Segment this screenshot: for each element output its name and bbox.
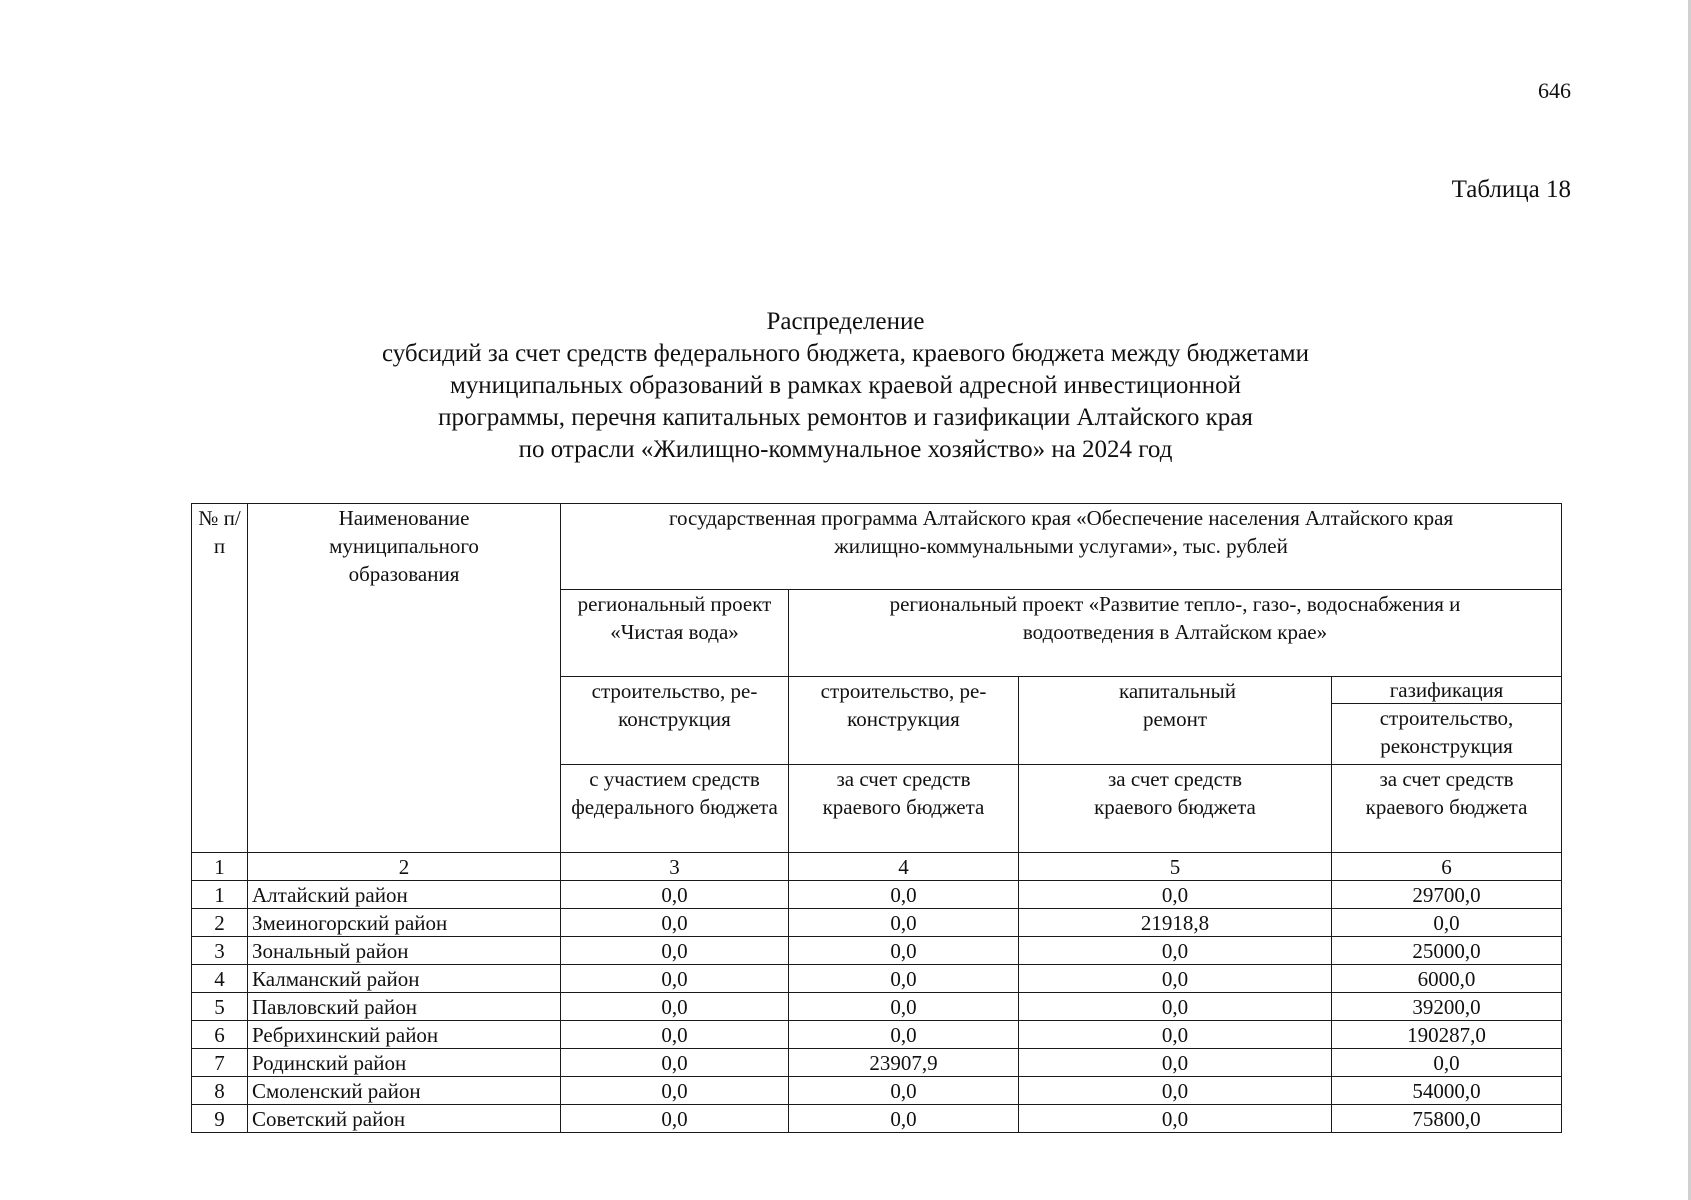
value-col6: 190287,0: [1332, 1021, 1562, 1049]
header-col6-type: строительство, реконструкция: [1379, 706, 1514, 758]
header-col6-source: за счет средств краевого бюджета: [1332, 765, 1562, 853]
value-col6: 25000,0: [1332, 937, 1562, 965]
column-number: 2: [248, 853, 561, 881]
header-project-clean-water: региональный проект «Чистая вода»: [561, 590, 789, 677]
value-col6: 29700,0: [1332, 881, 1562, 909]
row-number: 6: [192, 1021, 248, 1049]
value-col3: 0,0: [561, 965, 789, 993]
table-row: [192, 965, 1562, 993]
row-number: 9: [192, 1105, 248, 1133]
value-col5: 0,0: [1019, 993, 1332, 1021]
table-row: [192, 1105, 1562, 1133]
value-col3: 0,0: [561, 993, 789, 1021]
municipality-name: Ребрихинский район: [248, 1021, 561, 1049]
table-row: [192, 1077, 1562, 1105]
table-row: [192, 937, 1562, 965]
value-col4: 0,0: [789, 965, 1019, 993]
title-line: программы, перечня капитальных ремонтов и газификации Алтайского края: [438, 404, 1253, 431]
table-row: [192, 993, 1562, 1021]
municipality-name: Змеиногорский район: [248, 909, 561, 937]
title-line: муниципальных образований в рамках краевой адресной инвестиционной: [449, 372, 1242, 399]
title-line: Распределение: [766, 308, 925, 335]
table-row: [192, 1049, 1562, 1077]
row-number: 8: [192, 1077, 248, 1105]
column-number: 3: [561, 853, 789, 881]
value-col4: 0,0: [789, 881, 1019, 909]
municipality-name: Родинский район: [248, 1049, 561, 1077]
row-number: 5: [192, 993, 248, 1021]
value-col3: 0,0: [561, 1105, 789, 1133]
header-col3-source: с участием средств федерального бюджета: [561, 765, 789, 853]
page-number: 646: [1538, 78, 1571, 103]
table-row: [192, 1021, 1562, 1049]
value-col6: 6000,0: [1332, 965, 1562, 993]
value-col3: 0,0: [561, 1021, 789, 1049]
value-col6: 75800,0: [1332, 1105, 1562, 1133]
value-col3: 0,0: [561, 909, 789, 937]
value-col6: 0,0: [1332, 909, 1562, 937]
value-col6: 0,0: [1332, 1049, 1562, 1077]
value-col6: 54000,0: [1332, 1077, 1562, 1105]
value-col3: 0,0: [561, 881, 789, 909]
header-col4-type: строительство, реконструкция: [789, 677, 1019, 765]
value-col3: 0,0: [561, 1077, 789, 1105]
column-number: 6: [1332, 853, 1562, 881]
table-label: Таблица 18: [1451, 176, 1571, 203]
row-number: 4: [192, 965, 248, 993]
municipality-name: Советский район: [248, 1105, 561, 1133]
column-number: 4: [789, 853, 1019, 881]
column-number: 1: [192, 853, 248, 881]
value-col3: 0,0: [561, 1049, 789, 1077]
header-project-development: региональный проект «Развитие тепло-, газо-, водоснабжения и водоотведения в Алтайском крае»: [789, 590, 1562, 677]
header-col6-gasification: [1332, 677, 1562, 765]
value-col4: 0,0: [789, 1105, 1019, 1133]
municipality-name: Зональный район: [248, 937, 561, 965]
value-col4: 0,0: [789, 909, 1019, 937]
value-col5: 0,0: [1019, 881, 1332, 909]
value-col4: 0,0: [789, 1021, 1019, 1049]
column-number: 5: [1019, 853, 1332, 881]
municipality-name: Калманский район: [248, 965, 561, 993]
value-col4: 0,0: [789, 937, 1019, 965]
header-number: № п/п: [192, 504, 248, 853]
value-col5: 21918,8: [1019, 909, 1332, 937]
value-col5: 0,0: [1019, 1105, 1332, 1133]
value-col4: 23907,9: [789, 1049, 1019, 1077]
value-col3: 0,0: [561, 937, 789, 965]
value-col5: 0,0: [1019, 1021, 1332, 1049]
header-col5-source: за счет средств краевого бюджета: [1019, 765, 1332, 853]
value-col5: 0,0: [1019, 1049, 1332, 1077]
title-line: субсидий за счет средств федерального бюджета, краевого бюджета между бюджетами: [381, 340, 1309, 367]
row-number: 3: [192, 937, 248, 965]
value-col4: 0,0: [789, 1077, 1019, 1105]
header-municipality-name: Наименование муниципального образования: [248, 504, 561, 853]
row-number: 7: [192, 1049, 248, 1077]
row-number: 2: [192, 909, 248, 937]
value-col5: 0,0: [1019, 965, 1332, 993]
header-state-program: государственная программа Алтайского края «Обеспечение населения Алтайского края жилищно-коммунальными услугами», тыс. рублей: [561, 504, 1562, 590]
document-title: [0, 306, 1691, 466]
municipality-name: Павловский район: [248, 993, 561, 1021]
title-line: по отрасли «Жилищно-коммунальное хозяйство» на 2024 год: [518, 436, 1173, 463]
header-col3-type: строительство, реконструкция: [561, 677, 789, 765]
value-col4: 0,0: [789, 993, 1019, 1021]
table-row: [192, 881, 1562, 909]
value-col5: 0,0: [1019, 1077, 1332, 1105]
value-col5: 0,0: [1019, 937, 1332, 965]
header-col6-group: газификация: [1332, 677, 1561, 704]
subsidy-table: [191, 503, 1562, 1133]
table-row: [192, 909, 1562, 937]
municipality-name: Смоленский район: [248, 1077, 561, 1105]
column-number-row: [192, 853, 1562, 881]
row-number: 1: [192, 881, 248, 909]
header-col5-type: капитальный ремонт: [1019, 677, 1332, 765]
municipality-name: Алтайский район: [248, 881, 561, 909]
header-col4-source: за счет средств краевого бюджета: [789, 765, 1019, 853]
value-col6: 39200,0: [1332, 993, 1562, 1021]
